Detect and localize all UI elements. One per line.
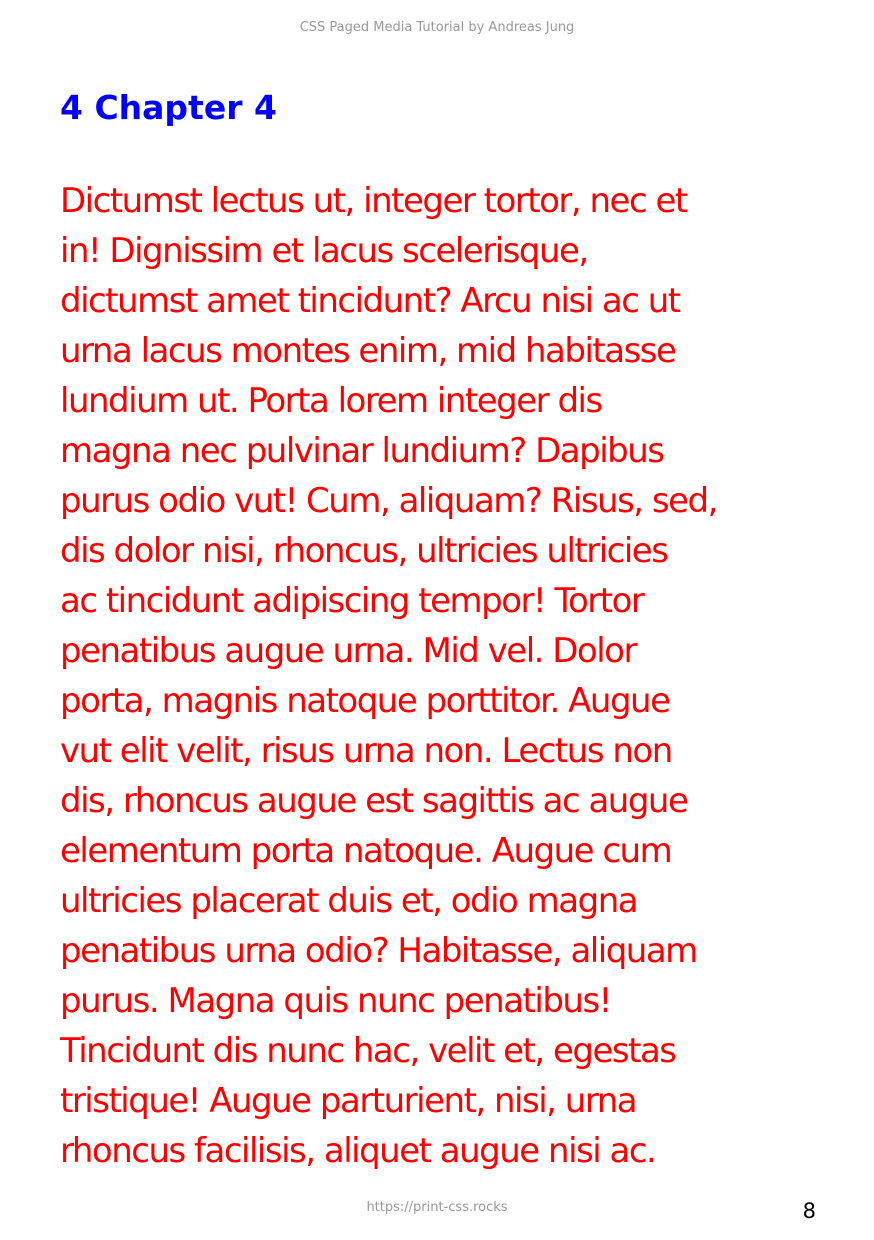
chapter-heading: 4 Chapter 4 [60, 88, 277, 127]
body-line: porta, magnis natoque porttitor. Augue [60, 681, 670, 721]
body-line: dictumst amet tincidunt? Arcu nisi ac ut [60, 281, 680, 321]
body-line: vut elit velit, risus urna non. Lectus non [60, 731, 672, 771]
body-line: tristique! Augue parturient, nisi, urna [60, 1081, 637, 1121]
body-line: elementum porta natoque. Augue cum [60, 831, 672, 871]
body-line: penatibus urna odio? Habitasse, aliquam [60, 931, 697, 971]
body-line: Tincidunt dis nunc hac, velit et, egestas [60, 1031, 676, 1071]
body-line: rhoncus facilisis, aliquet augue nisi ac. [60, 1131, 656, 1171]
page-number: 8 [802, 1199, 816, 1223]
chapter-body-text [60, 176, 820, 1176]
body-line: lundium ut. Porta lorem integer dis [60, 381, 602, 421]
body-line: magna nec pulvinar lundium? Dapibus [60, 431, 664, 471]
footer-url: https://print-css.rocks [366, 1200, 508, 1215]
body-line: ultricies placerat duis et, odio magna [60, 881, 638, 921]
body-line: purus odio vut! Cum, aliquam? Risus, sed, [60, 481, 717, 521]
body-line: ac tincidunt adipiscing tempor! Tortor [60, 581, 644, 621]
body-line: penatibus augue urna. Mid vel. Dolor [60, 631, 636, 671]
body-line: purus. Magna quis nunc penatibus! [60, 981, 611, 1021]
body-line: in! Dignissim et lacus scelerisque, [60, 231, 588, 271]
body-line: dis dolor nisi, rhoncus, ultricies ultricies [60, 531, 668, 571]
running-header: CSS Paged Media Tutorial by Andreas Jung [299, 20, 575, 35]
body-line: Dictumst lectus ut, integer tortor, nec et [60, 181, 687, 221]
body-line: dis, rhoncus augue est sagittis ac augue [60, 781, 688, 821]
body-line: urna lacus montes enim, mid habitasse [60, 331, 676, 371]
